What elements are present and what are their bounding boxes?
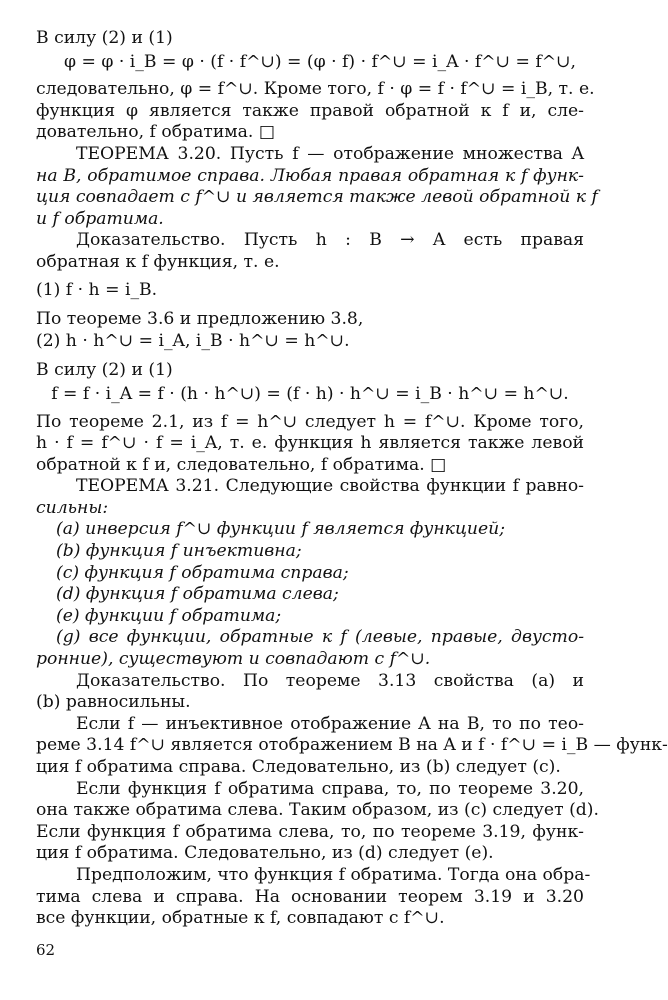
theorem-heading: ТЕОРЕМА 3.21. Следующие свойства функции f равно- (76, 476, 584, 497)
text-line: ция f обратима. Следовательно, из (d) следует (e). (36, 843, 494, 864)
text-line: По теореме 3.6 и предложению 3.8, (36, 309, 364, 330)
list-item: (e) функции f обратима; (56, 605, 282, 626)
theorem-text-line: ция совпадает с f^∪ и является также левой обратной к f (36, 187, 598, 208)
text-line: Предположим, что функция f обратима. Тогда она обра- (76, 864, 591, 885)
text-line: реме 3.14 f^∪ является отображением B на A и f · f^∪ = i_B — функ- (36, 735, 668, 756)
text-line: В силу (2) и (1) (36, 28, 173, 48)
text-line: следовательно, φ = f^∪. Кроме того, f · φ = f · f^∪ = i_B, т. е. (36, 79, 595, 100)
theorem-text-line: сильны: (36, 497, 109, 518)
text-line: функция φ является также правой обратной к f и, сле- (36, 100, 584, 121)
formula-line: f = f · i_A = f · (h · h^∪) = (f · h) · h^∪ = i_B · h^∪ = h^∪. (51, 383, 569, 404)
text-line: ция f обратима справа. Следовательно, из (b) следует (c). (36, 757, 561, 777)
text-line: довательно, f обратима. □ (36, 122, 276, 143)
text-line: (b) равносильны. (36, 692, 191, 713)
list-item: (a) инверсия f^∪ функции f является функцией; (56, 519, 506, 540)
proof-heading: Доказательство. Пусть h : B → A есть правая (76, 230, 584, 251)
list-item: (g) все функции, обратные к f (левые, правые, двусто- (56, 627, 584, 648)
text-line: обратная к f функция, т. е. (36, 251, 280, 272)
theorem-text-line: и f обратима. (36, 208, 164, 229)
formula-line: φ = φ · i_B = φ · (f · f^∪) = (φ · f) · f^∪ = i_A · f^∪ = f^∪, (64, 51, 577, 72)
text-line: тима слева и справа. На основании теорем 3.19 и 3.20 (36, 886, 584, 907)
text-line: Если функция f обратима справа, то, по теореме 3.20, (76, 778, 584, 799)
book-page (36, 28, 668, 978)
list-item: (b) функция f инъективна; (56, 541, 302, 562)
list-item-continuation: ронние), существуют и совпадают с f^∪. (36, 649, 431, 670)
page-number: 62 (36, 941, 56, 959)
list-item: (d) функция f обратима слева; (56, 584, 339, 605)
equation-line: (2) h · h^∪ = i_A, i_B · h^∪ = h^∪. (36, 330, 350, 351)
proof-heading: Доказательство. По теореме 3.13 свойства (a) и (76, 670, 584, 691)
text-line: В силу (2) и (1) (36, 360, 173, 381)
text-line: она также обратима слева. Таким образом, из (c) следует (d). (36, 800, 599, 821)
list-item: (c) функция f обратима справа; (56, 562, 349, 583)
text-line: Если функция f обратима слева, то, по теореме 3.19, функ- (36, 821, 584, 842)
theorem-text-line: на B, обратимое справа. Любая правая обратная к f функ- (36, 165, 584, 186)
theorem-heading: ТЕОРЕМА 3.20. Пусть f — отображение множества A (76, 143, 584, 164)
text-line: все функции, обратные к f, совпадают с f^∪. (36, 908, 445, 929)
equation-line: (1) f · h = i_B. (36, 279, 158, 300)
text-line: h · f = f^∪ · f = i_A, т. е. функция h является также левой (36, 433, 584, 454)
text-line: обратной к f и, следовательно, f обратима. □ (36, 454, 447, 475)
text-line: Если f — инъективное отображение A на B, то по тео- (76, 713, 584, 734)
text-line: По теореме 2.1, из f = h^∪ следует h = f^∪. Кроме того, (36, 411, 584, 432)
